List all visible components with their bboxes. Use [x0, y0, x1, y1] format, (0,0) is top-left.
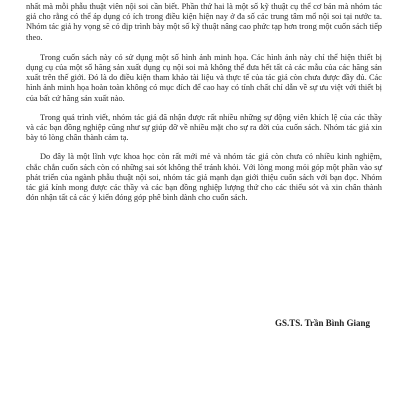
author-signature: GS.TS. Trần Bình Giang [275, 318, 370, 328]
paragraph-3: Trong quá trình viết, nhóm tác giả đã nhận được rất nhiều những sự động viên khích lệ của các thầy và các bạn đồng nghiệp cũng như sự giúp đỡ về nhiều mặt cho sự ra đời của cuốn sách. Nhóm tác giả xin bày tỏ lòng chân thành cảm tạ. [26, 112, 382, 143]
paragraph-1: nhất mà mỗi phẫu thuật viên nội soi cần biết. Phần thứ hai là một số kỹ thuật cụ thể cơ bản mà nhóm tác giả cho rằng có thể áp dụng có ích trong điều kiện hiện nay ở đa số các trung tâm mổ nội soi tại nước ta. Nhóm tác giả hy vọng sẽ có dịp trình bày một số kỹ thuật nâng cao phức tạp hơn trong một cuốn sách tiếp theo. [26, 2, 382, 42]
paragraph-4: Do đây là một lĩnh vực khoa học còn rất mới mẻ và nhóm tác giả còn chưa có nhiều kinh nghiệm, chắc chắn cuốn sách còn có những sai sót không thể tránh khỏi. Với lòng mong mỏi góp một phần vào sự phát triển của ngành phẫu thuật nội soi, nhóm tác giả mạnh dạn giới thiệu cuốn sách với bạn đọc. Nhóm tác giả kính mong được các thầy và các bạn đồng nghiệp lượng thứ cho các thiếu sót và xin chân thành đón nhận tất cả các ý kiến đóng góp phê bình dành cho cuốn sách. [26, 152, 382, 203]
paragraph-2: Trong cuốn sách này có sử dụng một số hình ảnh minh họa. Các hình ảnh này chỉ thể hiện thiết bị dụng cụ của một số hãng sản xuất dụng cụ nội soi mà không thể đưa hết tất cả các mẫu của các hãng sản xuất trên thế giới. Đó là do điều kiện tham khảo tài liệu và thực tế của tác giả còn chưa được đầy đủ. Các hình ảnh minh họa hoàn toàn không có mục đích để cao hay có tính chất chỉ dẫn về sự ưu việt với thiết bị của bất cứ hãng sản xuất nào. [26, 52, 382, 103]
